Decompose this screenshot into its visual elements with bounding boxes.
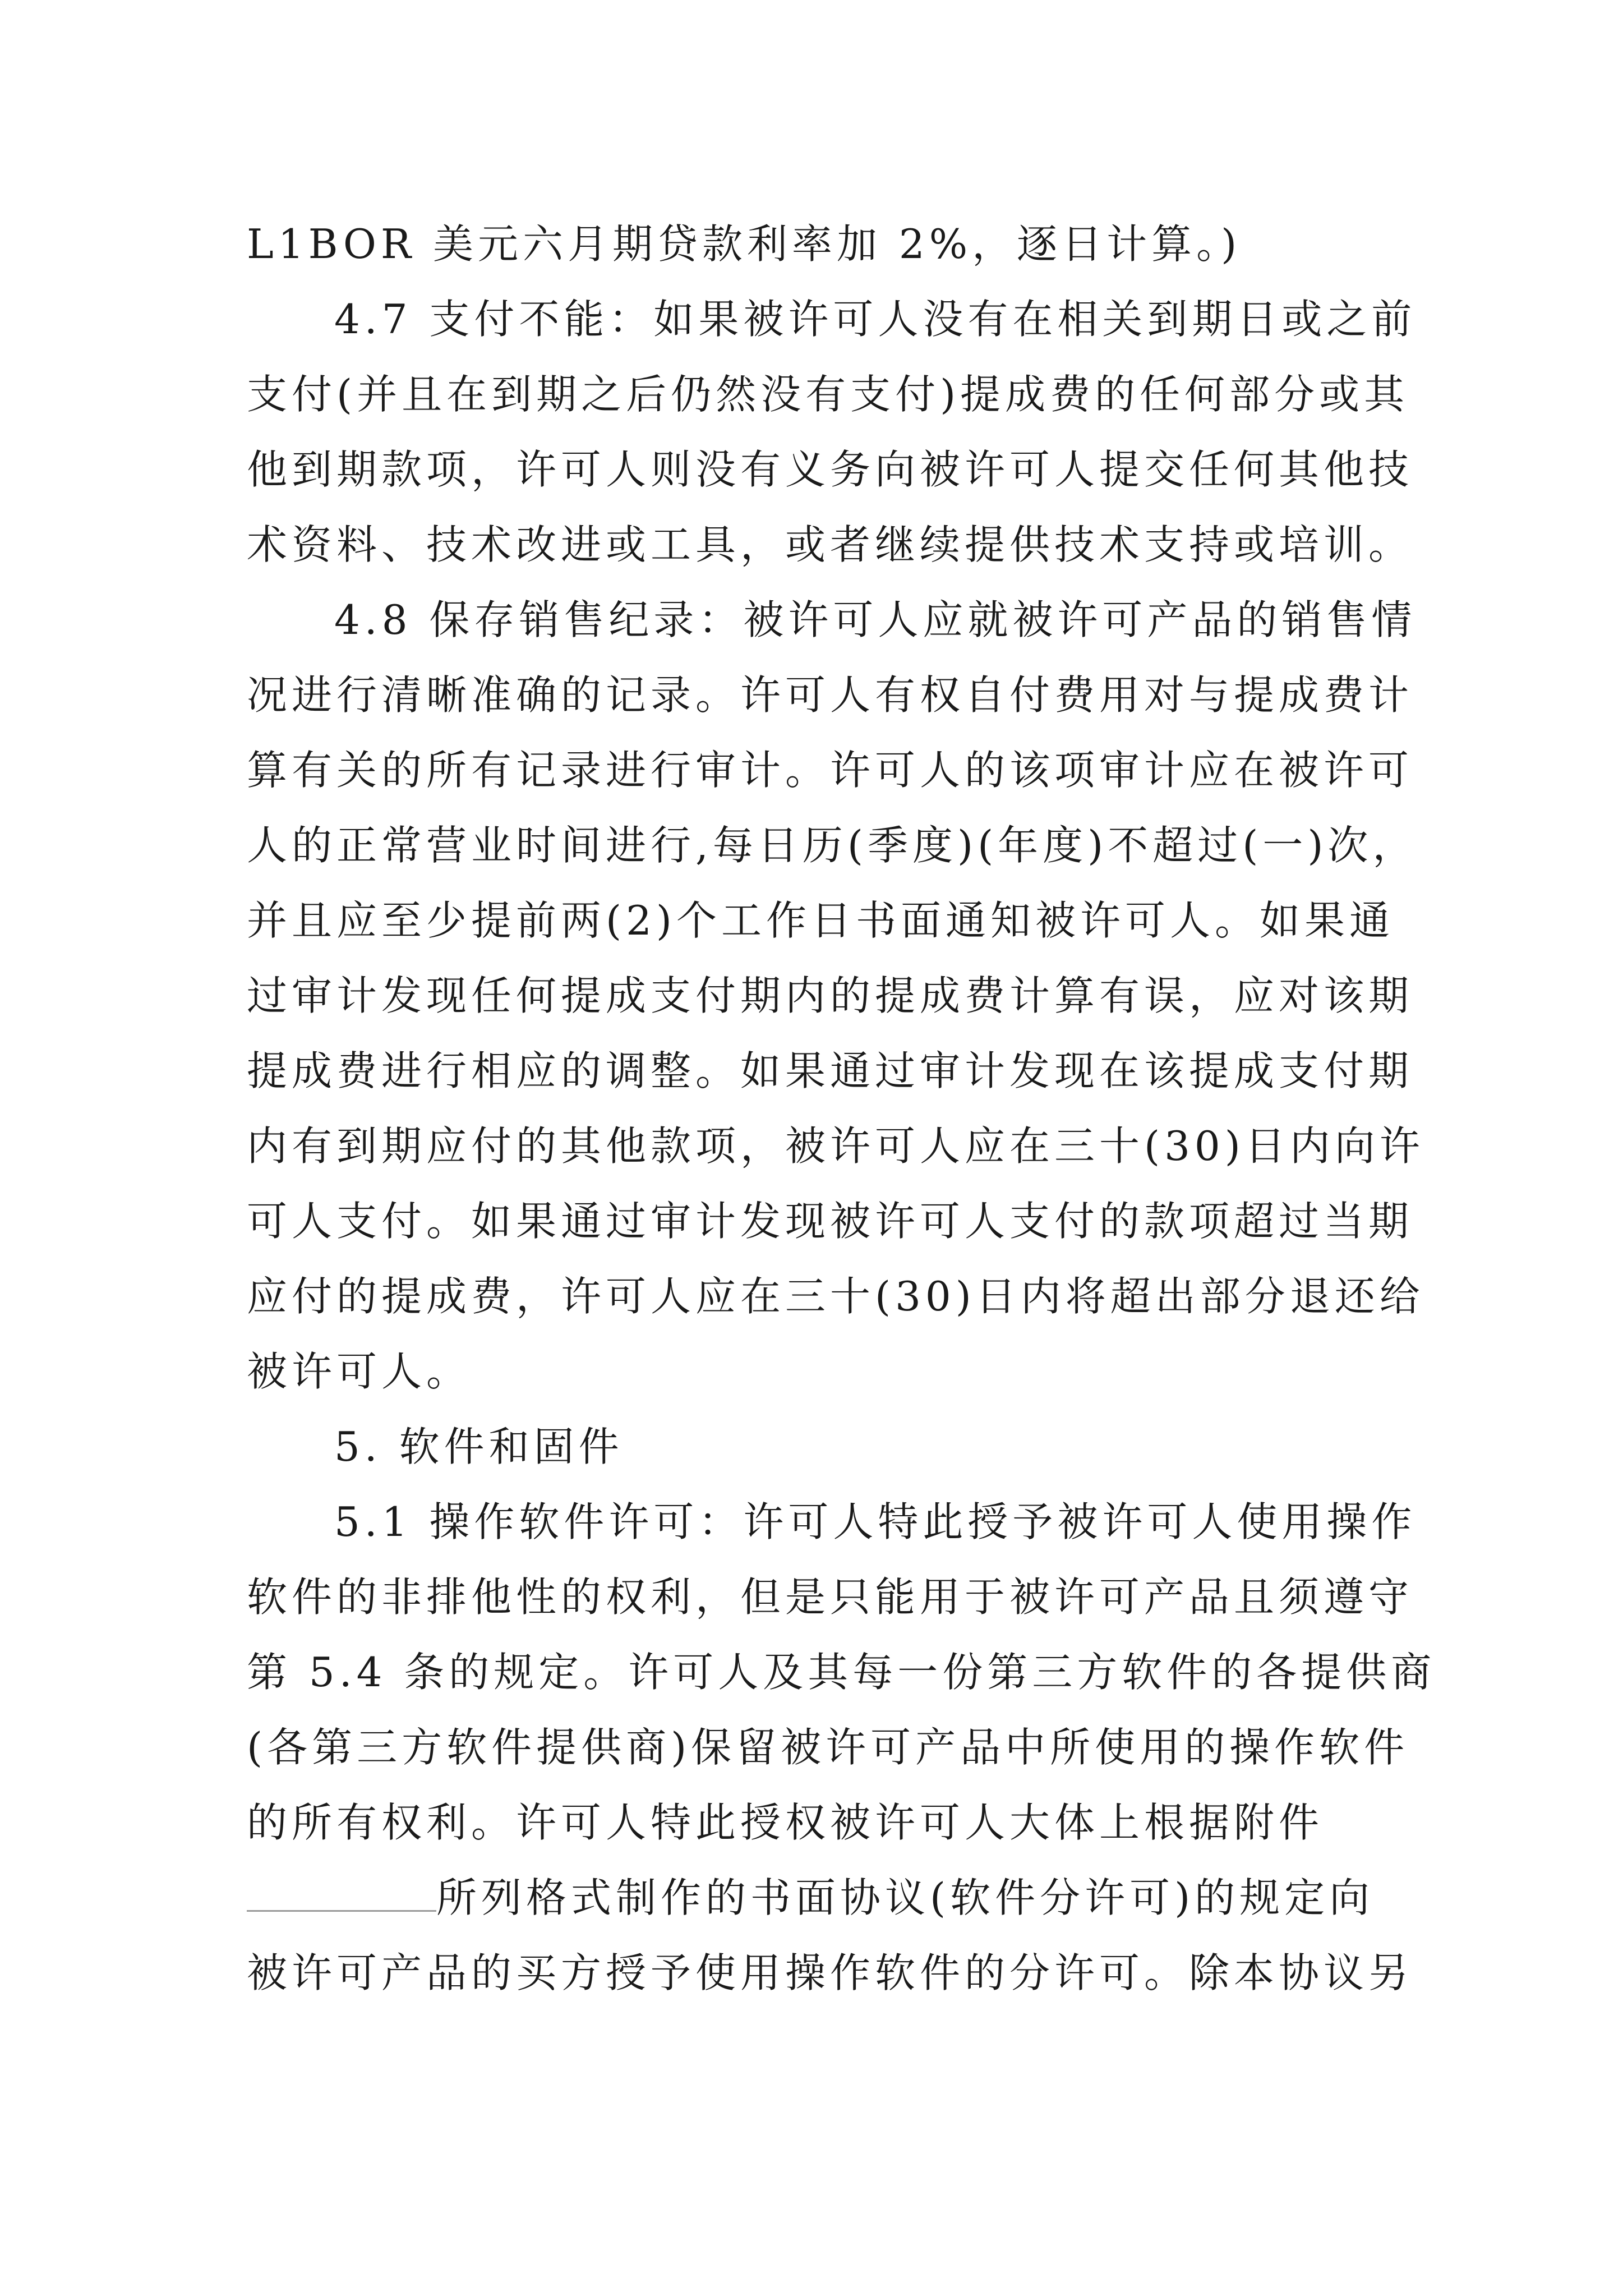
text-line: 算有关的所有记录进行审计。许可人的该项审计应在被许可 xyxy=(247,747,1414,794)
text-line: (各第三方软件提供商)保留被许可产品中所使用的操作软件 xyxy=(247,1724,1409,1771)
text-line: 内有到期应付的其他款项，被许可人应在三十(30)日内向许 xyxy=(247,1122,1424,1170)
text-line: 况进行清晰准确的记录。许可人有权自付费用对与提成费计 xyxy=(247,671,1414,719)
fill-in-blank xyxy=(247,1908,436,1912)
text-line-with-blank xyxy=(247,1860,1391,1936)
text-line: 提成费进行相应的调整。如果通过审计发现在该提成支付期 xyxy=(247,1047,1414,1094)
text-line: 他到期款项，许可人则没有义务向被许可人提交任何其他技 xyxy=(247,446,1414,493)
text-line: 过审计发现任何提成支付期内的提成费计算有误，应对该期 xyxy=(247,972,1414,1019)
text-line: 可人支付。如果通过审计发现被许可人支付的款项超过当期 xyxy=(247,1198,1414,1245)
text-line: 应付的提成费，许可人应在三十(30)日内将超出部分退还给 xyxy=(247,1273,1424,1320)
text-line: 第 5.4 条的规定。许可人及其每一份第三方软件的各提供商 xyxy=(247,1649,1436,1696)
text-line: 人的正常营业时间进行,每日历(季度)(年度)不超过(一)次， xyxy=(247,822,1418,869)
text-line: L1BOR 美元六月期贷款利率加 2%，逐日计算。) xyxy=(247,220,1242,268)
text-line: 并且应至少提前两(2)个工作日书面通知被许可人。如果通 xyxy=(247,897,1394,944)
clause-4-8-heading-line: 4.8 保存销售纪录：被许可人应就被许可产品的销售情 xyxy=(334,596,1417,643)
text-line: 被许可人。 xyxy=(247,1348,472,1395)
text-line: 被许可产品的买方授予使用操作软件的分许可。除本协议另 xyxy=(247,1949,1414,1996)
section-5-heading: 5. 软件和固件 xyxy=(334,1423,624,1470)
text-line: 的所有权利。许可人特此授权被许可人大体上根据附件 xyxy=(247,1799,1324,1846)
text-line: 软件的非排他性的权利，但是只能用于被许可产品且须遵守 xyxy=(247,1573,1414,1621)
clause-4-7-heading-line: 4.7 支付不能：如果被许可人没有在相关到期日或之前 xyxy=(334,296,1417,343)
clause-5-1-heading-line: 5.1 操作软件许可：许可人特此授予被许可人使用操作 xyxy=(334,1498,1417,1545)
text-line: 支付(并且在到期之后仍然没有支付)提成费的任何部分或其 xyxy=(247,371,1409,418)
text-line: 术资料、技术改进或工具，或者继续提供技术支持或培训。 xyxy=(247,521,1414,568)
text-after-blank: 所列格式制作的书面协议(软件分许可)的规定向 xyxy=(436,1874,1375,1921)
